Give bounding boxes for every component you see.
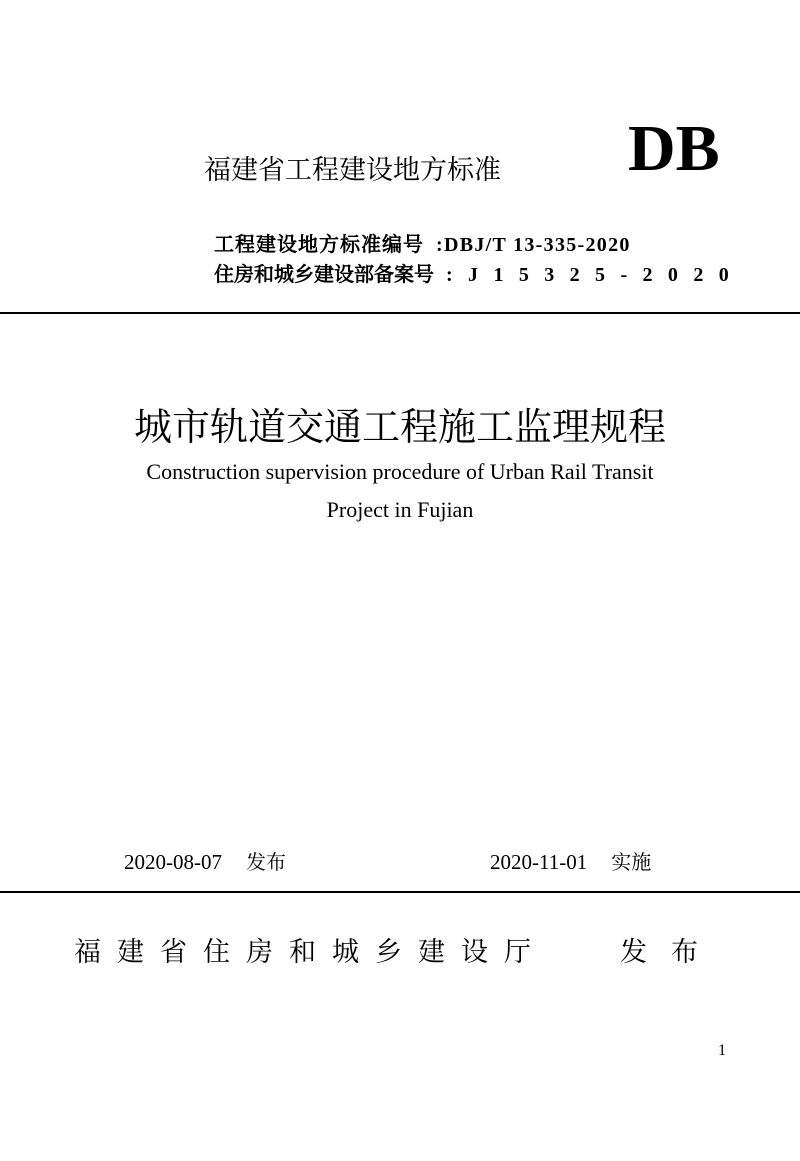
- standard-code-row: [214, 228, 631, 257]
- db-mark: DB: [628, 112, 720, 185]
- issuing-authority: 福建省住房和城乡建设厅: [74, 937, 547, 968]
- series-title: 福建省工程建设地方标准: [204, 155, 501, 186]
- effective-date: 2020-11-01: [490, 850, 588, 874]
- standard-code-label: 工程建设地方标准编号: [214, 232, 424, 256]
- record-code-row: [214, 258, 734, 287]
- publish-label: 发布: [246, 850, 286, 874]
- top-divider: [0, 312, 800, 314]
- effective-label: 实施: [611, 850, 652, 874]
- english-title-line-1: Construction supervision procedure of Urban Rail Transit: [146, 459, 654, 484]
- english-title-line-2: Project in Fujian: [326, 497, 474, 522]
- record-code-label: 住房和城乡建设部备案号: [214, 262, 434, 286]
- effective-date-block: [490, 846, 651, 875]
- publish-date-block: [124, 846, 286, 875]
- publish-date: 2020-08-07: [124, 850, 222, 874]
- issue-label: 发布: [620, 937, 722, 968]
- page-number: 1: [718, 1042, 726, 1059]
- standard-code-value: :DBJ/T 13-335-2020: [436, 234, 631, 256]
- document-title: 城市轨道交通工程施工监理规程: [133, 405, 666, 449]
- bottom-divider: [0, 891, 800, 893]
- record-code-value: : J 1 5 3 2 5 - 2 0 2 0: [446, 264, 734, 286]
